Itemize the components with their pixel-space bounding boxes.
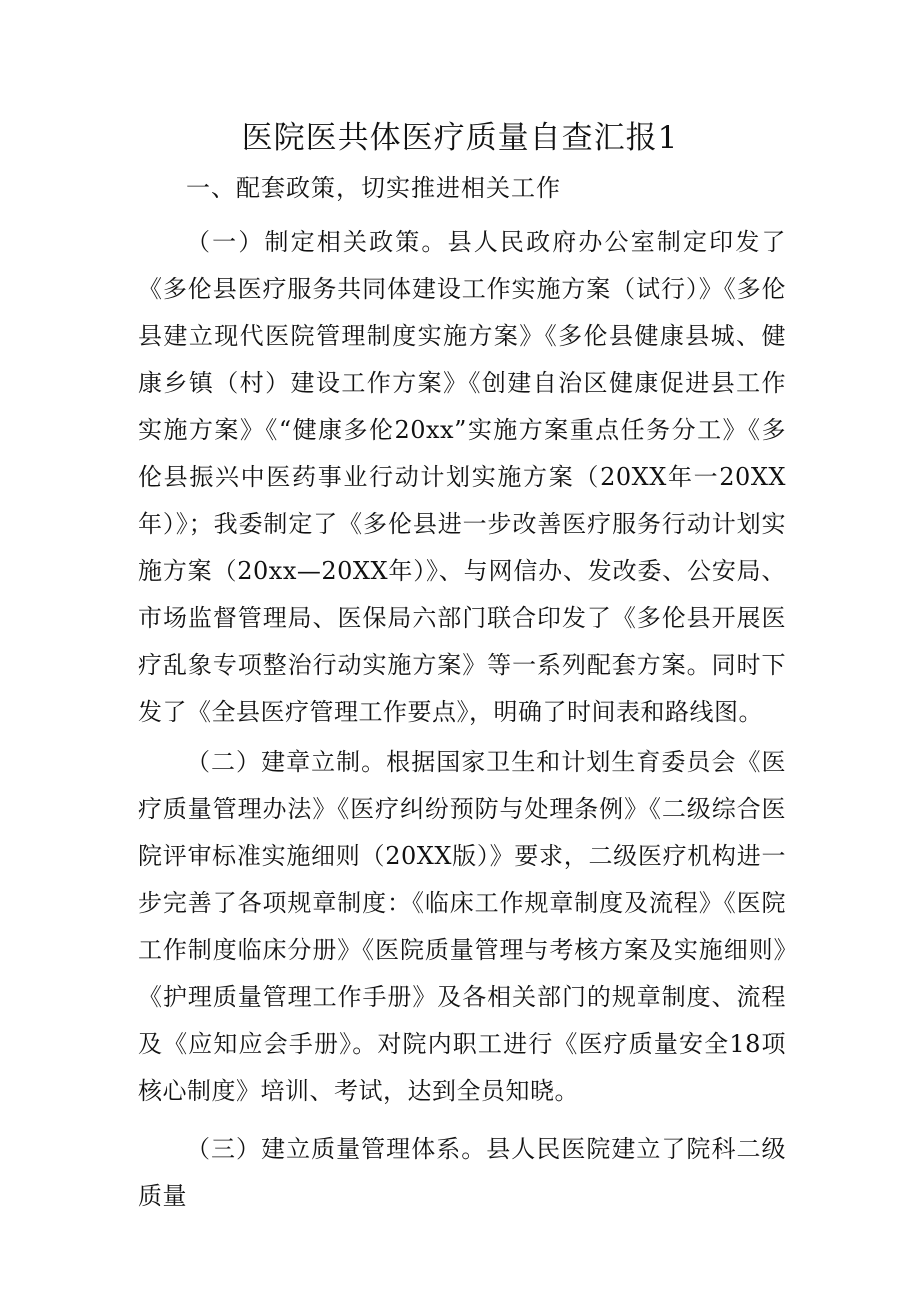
section-heading: 一、配套政策，切实推进相关工作 [186, 174, 561, 202]
paragraph-quality-system: （三）建立质量管理体系。县人民医院建立了院科二级质量 [138, 1135, 786, 1210]
paragraph-regulations: （二）建章立制。根据国家卫生和计划生育委员会《医疗质量管理办法》《医疗纠纷预防与处理条例》《二级综合医院评审标准实施细则（20XX版）》要求，二级医疗机构进一步完善了各项规章制度：《临床工作规章制度及流程》《医院工作制度临床分册》《医院质量管理与考核方案及实施细则》《护理质量管理工作手册》及各相关部门的规章制度、流程及《应知应会手册》。对院内职工进行《医疗质量安全18项核心制度》培训、考试，达到全员知晓。 [138, 748, 786, 1105]
paragraph-policies: （一）制定相关政策。县人民政府办公室制定印发了《多伦县医疗服务共同体建设工作实施方案（试行）》《多伦县建立现代医院管理制度实施方案》《多伦县健康县城、健康乡镇（村）建设工作方案》《创建自治区健康促进县工作实施方案》《“健康多伦20xx”实施方案重点任务分工》《多伦县振兴中医药事业行动计划实施方案（20XX年一20XX年）》；我委制定了《多伦县进一步改善医疗服务行动计划实施方案（20xx—20XX年）》、与网信办、发改委、公安局、市场监督管理局、医保局六部门联合印发了《多伦县开展医疗乱象专项整治行动实施方案》等一系列配套方案。同时下发了《全县医疗管理工作要点》，明确了时间表和路线图。 [138, 228, 786, 726]
document-title: 医院医共体医疗质量自查汇报1 [241, 120, 679, 156]
